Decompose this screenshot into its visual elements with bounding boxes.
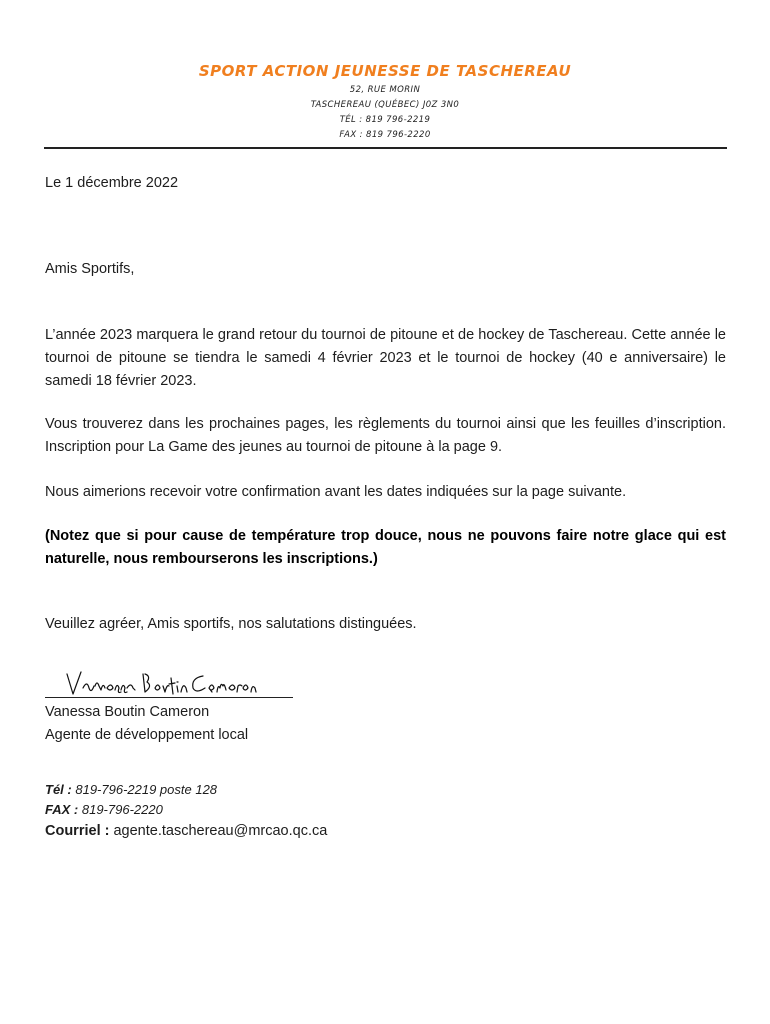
signature-block [45,664,295,702]
signatory-title: Agente de développement local [45,727,249,743]
contact-email [45,820,327,842]
fax-value: 819-796-2220 [81,802,163,817]
paragraph-confirmation: Nous aimerions recevoir votre confirmation avant les dates indiquées sur la page suivante. [45,484,627,500]
email-value[interactable]: agente.taschereau@mrcao.qc.ca [113,823,328,839]
contact-phone [45,780,217,800]
paragraph-rules-registration: Vous trouverez dans les prochaines pages, les règlements du tournoi ainsi que les feuilles d’inscription. Inscription pour La Game des jeunes au tournoi de pitoune à la page 9. [45,416,726,455]
letterhead-phone: TÉL : 819 796-2219 [339,115,431,125]
email-label: Courriel : [45,823,110,839]
letter-date: Le 1 décembre 2022 [45,175,179,191]
address-street: 52, RUE MORIN [349,85,421,95]
signature-line [45,697,293,698]
letterhead [0,60,770,143]
refund-notice: (Notez que si pour cause de température trop douce, nous ne pouvons faire notre glace qui est naturelle, nous rembourserons les inscriptions.) [45,528,726,567]
header-divider [44,147,727,149]
address-city: TASCHEREAU (QUÉBEC) J0Z 3N0 [310,100,460,110]
handwritten-signature [63,664,263,700]
letterhead-fax: FAX : 819 796-2220 [339,130,431,140]
phone-value: 819-796-2219 poste 128 [75,782,218,797]
signatory-name: Vanessa Boutin Cameron [45,704,210,720]
contact-fax [45,800,163,820]
salutation: Amis Sportifs, [45,261,135,277]
fax-label: FAX : [45,802,79,817]
paragraph-tournament-dates: L’année 2023 marquera le grand retour du tournoi de pitoune et de hockey de Taschereau. Cette année le tournoi de pitoune se tiendra le samedi 4 février 2023 et le tournoi de hockey (40 e anniversaire) le samedi 18 février 2023. [45,327,726,389]
closing-line: Veuillez agréer, Amis sportifs, nos salutations distinguées. [45,616,417,632]
phone-label: Tél : [45,782,72,797]
organization-name: SPORT ACTION JEUNESSE DE TASCHEREAU [198,62,572,80]
